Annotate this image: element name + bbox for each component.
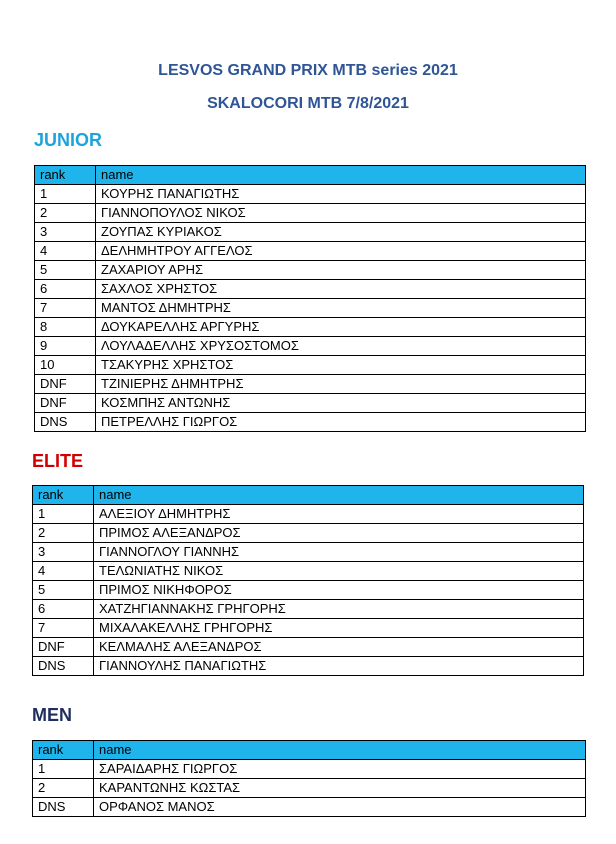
table-row	[33, 543, 584, 562]
rank-cell: 2	[33, 779, 94, 798]
rank-cell: 8	[35, 318, 96, 337]
men-heading: MEN	[32, 705, 72, 725]
rank-cell: 9	[35, 337, 96, 356]
junior-results-table	[34, 165, 586, 432]
table-row	[35, 242, 586, 261]
name-cell: ΟΡΦΑΝΟΣ ΜΑΝΟΣ	[94, 798, 586, 817]
rank-column-header: rank	[35, 166, 96, 185]
rank-column-header: rank	[33, 486, 94, 505]
name-cell: ΤΕΛΩΝΙΑΤΗΣ ΝΙΚΟΣ	[94, 562, 584, 581]
name-cell: ΤΣΑΚΥΡΗΣ ΧΡΗΣΤΟΣ	[96, 356, 586, 375]
rank-cell: 6	[33, 600, 94, 619]
table-row	[35, 413, 586, 432]
name-cell: ΧΑΤΖΗΓΙΑΝΝΑΚΗΣ ΓΡΗΓΟΡΗΣ	[94, 600, 584, 619]
name-cell: ΚΟΥΡΗΣ ΠΑΝΑΓΙΩΤΗΣ	[96, 185, 586, 204]
rank-cell: 10	[35, 356, 96, 375]
name-cell: ΖΟΥΠΑΣ ΚΥΡΙΑΚΟΣ	[96, 223, 586, 242]
name-cell: ΚΕΛΜΑΛΗΣ ΑΛΕΞΑΝΔΡΟΣ	[94, 638, 584, 657]
rank-cell: 3	[33, 543, 94, 562]
rank-cell: 5	[33, 581, 94, 600]
table-row	[35, 356, 586, 375]
table-row	[35, 299, 586, 318]
elite-results-table	[32, 485, 584, 676]
table-header-row	[33, 741, 586, 760]
table-row	[35, 318, 586, 337]
table-row	[35, 375, 586, 394]
rank-cell: DNS	[33, 798, 94, 817]
rank-column-header: rank	[33, 741, 94, 760]
rank-cell: 7	[35, 299, 96, 318]
name-cell: ΑΛΕΞΙΟΥ ΔΗΜΗΤΡΗΣ	[94, 505, 584, 524]
table-header-row	[33, 486, 584, 505]
table-row	[35, 280, 586, 299]
table-row	[33, 779, 586, 798]
table-row	[35, 337, 586, 356]
name-cell: ΔΕΛΗΜΗΤΡΟΥ ΑΓΓΕΛΟΣ	[96, 242, 586, 261]
rank-cell: 4	[35, 242, 96, 261]
name-cell: ΠΡΙΜΟΣ ΑΛΕΞΑΝΔΡΟΣ	[94, 524, 584, 543]
table-row	[33, 798, 586, 817]
name-cell: ΤΖΙΝΙΕΡΗΣ ΔΗΜΗΤΡΗΣ	[96, 375, 586, 394]
table-row	[33, 760, 586, 779]
name-cell: ΣΑΡΑΙΔΑΡΗΣ ΓΙΩΡΓΟΣ	[94, 760, 586, 779]
table-row	[35, 204, 586, 223]
page-subtitle: SKALOCORI MTB 7/8/2021	[207, 95, 409, 112]
table-header-row	[35, 166, 586, 185]
rank-cell: 1	[33, 760, 94, 779]
name-cell: ΓΙΑΝΝΟΠΟΥΛΟΣ ΝΙΚΟΣ	[96, 204, 586, 223]
table-row	[33, 505, 584, 524]
rank-cell: 2	[33, 524, 94, 543]
name-cell: ΔΟΥΚΑΡΕΛΛΗΣ ΑΡΓΥΡΗΣ	[96, 318, 586, 337]
junior-heading: JUNIOR	[34, 130, 103, 150]
rank-cell: DNF	[33, 638, 94, 657]
name-cell: ΠΕΤΡΕΛΛΗΣ ΓΙΩΡΓΟΣ	[96, 413, 586, 432]
name-cell: ΠΡΙΜΟΣ ΝΙΚΗΦΟΡΟΣ	[94, 581, 584, 600]
name-column-header: name	[94, 741, 586, 760]
table-row	[33, 562, 584, 581]
name-cell: ΚΑΡΑΝΤΩΝΗΣ ΚΩΣΤΑΣ	[94, 779, 586, 798]
name-cell: ΛΟΥΛΑΔΕΛΛΗΣ ΧΡΥΣΟΣΤΟΜΟΣ	[96, 337, 586, 356]
name-column-header: name	[96, 166, 586, 185]
table-row	[35, 223, 586, 242]
name-cell: ΣΑΧΛΟΣ ΧΡΗΣΤΟΣ	[96, 280, 586, 299]
rank-cell: DNS	[33, 657, 94, 676]
name-cell: ΜΑΝΤΟΣ ΔΗΜΗΤΡΗΣ	[96, 299, 586, 318]
table-row	[35, 185, 586, 204]
table-row	[35, 261, 586, 280]
table-row	[35, 394, 586, 413]
table-row	[33, 619, 584, 638]
name-cell: ΓΙΑΝΝΟΥΛΗΣ ΠΑΝΑΓΙΩΤΗΣ	[94, 657, 584, 676]
table-row	[33, 638, 584, 657]
name-cell: ΓΙΑΝΝΟΓΛΟΥ ΓΙΑΝΝΗΣ	[94, 543, 584, 562]
table-row	[33, 524, 584, 543]
rank-cell: 5	[35, 261, 96, 280]
rank-cell: 1	[35, 185, 96, 204]
table-row	[33, 657, 584, 676]
name-cell: ΖΑΧΑΡΙΟΥ ΑΡΗΣ	[96, 261, 586, 280]
elite-heading: ELITE	[32, 451, 84, 471]
rank-cell: DNF	[35, 394, 96, 413]
name-cell: ΚΟΣΜΠΗΣ ΑΝΤΩΝΗΣ	[96, 394, 586, 413]
name-cell: ΜΙΧΑΛΑΚΕΛΛΗΣ ΓΡΗΓΟΡΗΣ	[94, 619, 584, 638]
rank-cell: DNF	[35, 375, 96, 394]
rank-cell: 2	[35, 204, 96, 223]
table-row	[33, 581, 584, 600]
rank-cell: 6	[35, 280, 96, 299]
rank-cell: 1	[33, 505, 94, 524]
men-results-table	[32, 740, 586, 817]
rank-cell: 3	[35, 223, 96, 242]
page-title: LESVOS GRAND PRIX MTB series 2021	[158, 62, 458, 79]
rank-cell: 7	[33, 619, 94, 638]
rank-cell: 4	[33, 562, 94, 581]
name-column-header: name	[94, 486, 584, 505]
table-row	[33, 600, 584, 619]
rank-cell: DNS	[35, 413, 96, 432]
